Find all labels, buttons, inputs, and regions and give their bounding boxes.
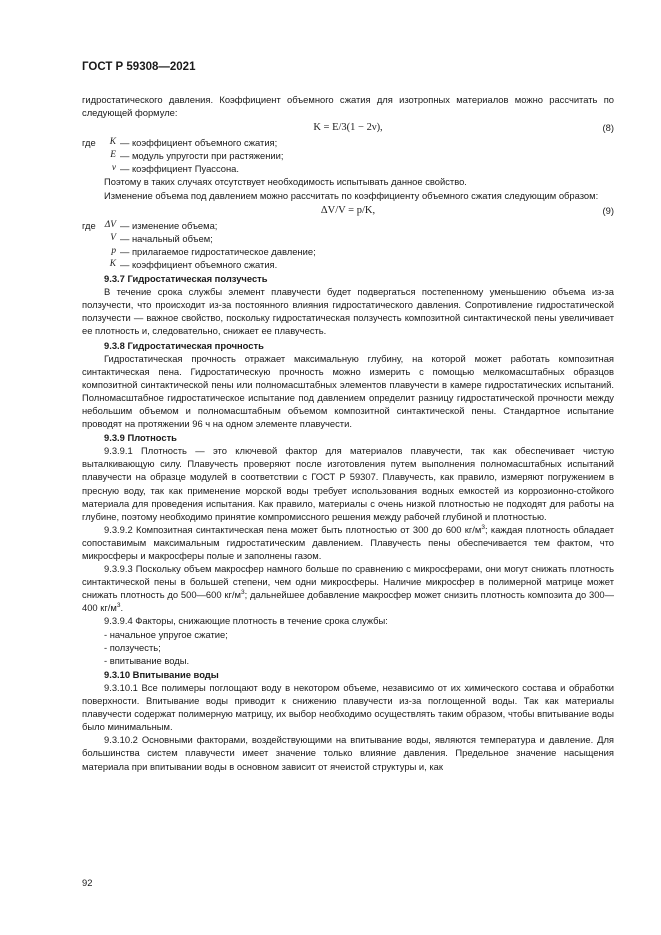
clause-9-3-10-1: 9.3.10.1 Все полимеры поглощают воду в некотором объеме, независимо от их химического состава и обработки поверхности. Впитывание воды приводит к снижению плавучести из-за поглощенной воды. Так как материалы плавучести содержат полимерную матрицу, их выбор необходимо осуществлять таким образом, чтобы впитывание воды было минимальным. bbox=[82, 681, 614, 733]
formula-9-number: (9) bbox=[602, 204, 614, 216]
definition-text: — модуль упругости при растяжении; bbox=[120, 150, 284, 162]
clause-9-3-9-2 bbox=[82, 523, 614, 562]
section-text-9-3-8: Гидростатическая прочность отражает максимальную глубину, на которой может работать композитная синтактическая пена. Гидростатическую прочность можно измерить с помощью мелкомасштабных образцов композитной синтактической пены или полномасштабных элементов плавучести в камере гидростатических испытаний. Полномасштабное гидростатическое испытание под давлением определит разницу гидростатической прочности между небольшим объемом и полномасштабным объемом композитной синтактической пены. Стандартное испытание проводят на протяжении 96 ч на одном элементе плавучести. bbox=[82, 352, 614, 430]
paragraph: Поэтому в таких случаях отсутствует необходимость испытывать данное свойство. bbox=[104, 176, 467, 188]
definition-row bbox=[82, 245, 614, 258]
definition-row bbox=[82, 219, 614, 232]
definition-row bbox=[82, 258, 614, 271]
paragraph: Изменение объема под давлением можно рассчитать по коэффициенту объемного сжатия следующим образом: bbox=[104, 189, 599, 201]
page-content bbox=[82, 93, 614, 773]
clause-9-3-9-1: 9.3.9.1 Плотность — это ключевой фактор для материалов плавучести, так как обеспечивает чистую выталкивающую силу. Плавучесть проверяют после изготовления путем выполнения полномасштабных испытаний плавучести на образце модулей в соответствии с ГОСТ Р 59307. Плавучесть, как правило, измеряют погружением в пресную воду, так как применение морской воды требует использования водных емкостей из коррозионно-стойкого материала для проведения испытания. Как правило, материалы с очень низкой плотностью не подходят для работы на глубине, поэтому необходимо принятие компромиссного решения между рабочей глубиной и плотностью. bbox=[82, 445, 614, 522]
definition-text: — коэффициент объемного сжатия; bbox=[120, 137, 278, 149]
intro-paragraph: гидростатического давления. Коэффициент объемного сжатия для изотропных материалов можно рассчитать по следующей формуле: bbox=[82, 94, 614, 119]
definition-text: — начальный объем; bbox=[120, 232, 213, 244]
definition-symbol: p bbox=[111, 245, 116, 256]
clause-text: 9.3.9.2 Композитная синтактическая пена может быть плотностью от 300 до 600 кг/м bbox=[104, 523, 482, 535]
definition-prefix: где bbox=[82, 137, 96, 149]
clause-9-3-9-3 bbox=[82, 562, 614, 614]
definition-symbol: ν bbox=[111, 163, 116, 174]
formula-9-definitions bbox=[82, 219, 614, 271]
definition-text: — изменение объема; bbox=[120, 219, 218, 231]
clause-9-3-9-4: 9.3.9.4 Факторы, снижающие плотность в течение срока службы: bbox=[104, 615, 388, 627]
definition-prefix: где bbox=[82, 219, 96, 231]
definition-prefix bbox=[82, 245, 104, 258]
list-item: - ползучесть; bbox=[104, 641, 161, 653]
formula-8-number: (8) bbox=[602, 122, 614, 134]
standard-header: ГОСТ Р 59308—2021 bbox=[82, 61, 196, 73]
formula-8 bbox=[82, 119, 614, 136]
definition-symbol: E bbox=[110, 150, 116, 161]
clause-text: ; каждая плотность обладает сопоставимым максимальным гидростатическим давлением. Плавучесть пены обеспечивается тем фактом, что микросферы и макросферы полые и заполнены газом. bbox=[82, 523, 614, 561]
definition-row bbox=[82, 232, 614, 245]
definition-prefix bbox=[82, 258, 104, 271]
page-number: 92 bbox=[82, 877, 93, 888]
factors-list bbox=[82, 628, 614, 667]
clause-text: 9.3.9.3 Поскольку объем макросфер намного больше по сравнению с микросферами, они могут снижать плотность синтактической пены в большей степени, чем одни микросферы. Наличие микросфер в полимерной матрице может снижать плотность до 500—600 кг/м bbox=[82, 563, 614, 601]
definition-symbol: V bbox=[110, 232, 116, 243]
definition-symbol: K bbox=[109, 137, 116, 148]
formula-8-expression: K = E/3(1 − 2ν), bbox=[313, 122, 383, 134]
clause-text: ; дальнейшее добавление макросфер может снизить плотность композита до 300—400 кг/м bbox=[82, 589, 615, 614]
section-heading-9-3-7: 9.3.7 Гидростатическая ползучесть bbox=[104, 273, 268, 285]
section-heading-9-3-10: 9.3.10 Впитывание воды bbox=[104, 668, 219, 680]
definition-prefix bbox=[82, 232, 104, 245]
list-item: - впитывание воды. bbox=[104, 654, 190, 666]
superscript: 3 bbox=[481, 523, 485, 531]
definition-prefix bbox=[82, 149, 104, 162]
definition-row bbox=[82, 149, 614, 162]
section-text-9-3-7: В течение срока службы элемент плавучести будет подвергаться постепенному уменьшению объема из-за ползучести, что происходит из-за постоянного влияния гидростатического давления. Сопротивление гидростатической ползучести — важное свойство, поскольку гидростатическая ползучесть композитной синтактической пены увеличивает ее плотность и, следовательно, снижает ее плавучесть. bbox=[82, 286, 614, 337]
formula-9-expression: ΔV/V = p/K, bbox=[320, 204, 376, 216]
formula-9 bbox=[82, 202, 614, 219]
clause-text: . bbox=[120, 602, 124, 614]
definition-row bbox=[82, 136, 614, 149]
clause-9-3-10-2: 9.3.10.2 Основными факторами, воздействующими на впитывание воды, являются температура и давление. Для большинства систем плавучести имеет значение только влияние давления. Предельное значение насыщения материала при впитывании воды в основном зависит от ячеистой структуры и, как bbox=[82, 734, 614, 772]
superscript: 3 bbox=[116, 602, 121, 610]
definition-prefix bbox=[82, 162, 104, 175]
definition-symbol: K bbox=[109, 258, 116, 269]
section-heading-9-3-9: 9.3.9 Плотность bbox=[104, 432, 177, 444]
definition-text: — прилагаемое гидростатическое давление; bbox=[120, 245, 316, 257]
definition-row bbox=[82, 162, 614, 175]
list-item: - начальное упругое сжатие; bbox=[104, 628, 228, 640]
definition-text: — коэффициент Пуассона. bbox=[120, 163, 239, 175]
formula-8-definitions bbox=[82, 136, 614, 175]
definition-symbol: ΔV bbox=[104, 219, 116, 230]
section-heading-9-3-8: 9.3.8 Гидростатическая прочность bbox=[104, 339, 264, 351]
superscript: 3 bbox=[240, 589, 245, 597]
definition-text: — коэффициент объемного сжатия. bbox=[120, 258, 278, 270]
